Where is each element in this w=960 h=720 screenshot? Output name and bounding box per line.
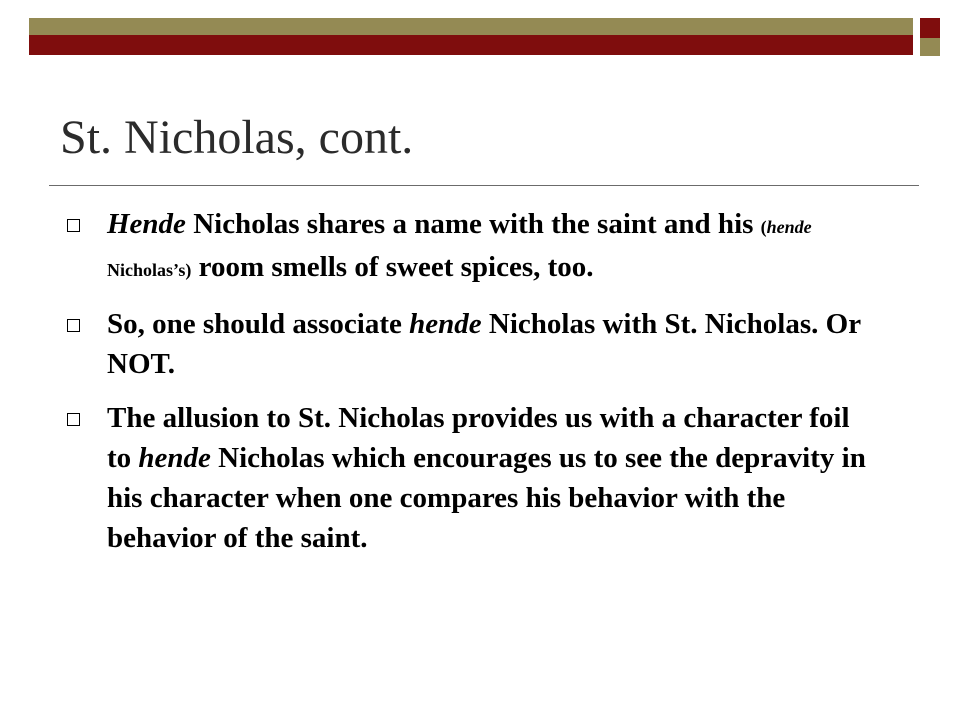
bullet-text-run: Nicholas’s) (107, 260, 192, 280)
bullet-text-run: room smells of sweet spices, too. (191, 251, 594, 283)
title-divider (49, 185, 919, 186)
bullet-text-run: The allusion to St. Nicholas provides us with a character foil to (107, 402, 850, 474)
bullet-text-run: hende (138, 442, 211, 474)
bullet-list (60, 204, 880, 572)
bullet-text-run: So, one should associate (107, 308, 410, 340)
top-olive-bar (29, 18, 913, 35)
corner-square-maroon (920, 18, 940, 38)
bullet-text-run: ( (760, 217, 767, 237)
bullet-text-run: hende (766, 217, 812, 237)
bullet-text-run: Nicholas which encourages us to see the depravity in his character when one compares his behavior with the behavior of the saint. (107, 442, 866, 554)
bullet-text-run: Nicholas shares a name with the saint and his (185, 208, 761, 240)
hollow-square-bullet-icon (67, 219, 80, 232)
slide-title: St. Nicholas, cont. (60, 111, 414, 164)
bullet-item-1 (60, 204, 880, 290)
top-maroon-bar (29, 35, 913, 55)
corner-square-olive (920, 38, 940, 56)
bullet-text-run: Nicholas with St. Nicholas. Or NOT. (107, 308, 861, 380)
hollow-square-bullet-icon (67, 413, 80, 426)
bullet-text-run: hende (409, 308, 482, 340)
bullet-text-run: Hende (107, 208, 186, 240)
bullet-item-3 (60, 398, 880, 558)
bullet-item-2 (60, 304, 880, 384)
hollow-square-bullet-icon (67, 319, 80, 332)
